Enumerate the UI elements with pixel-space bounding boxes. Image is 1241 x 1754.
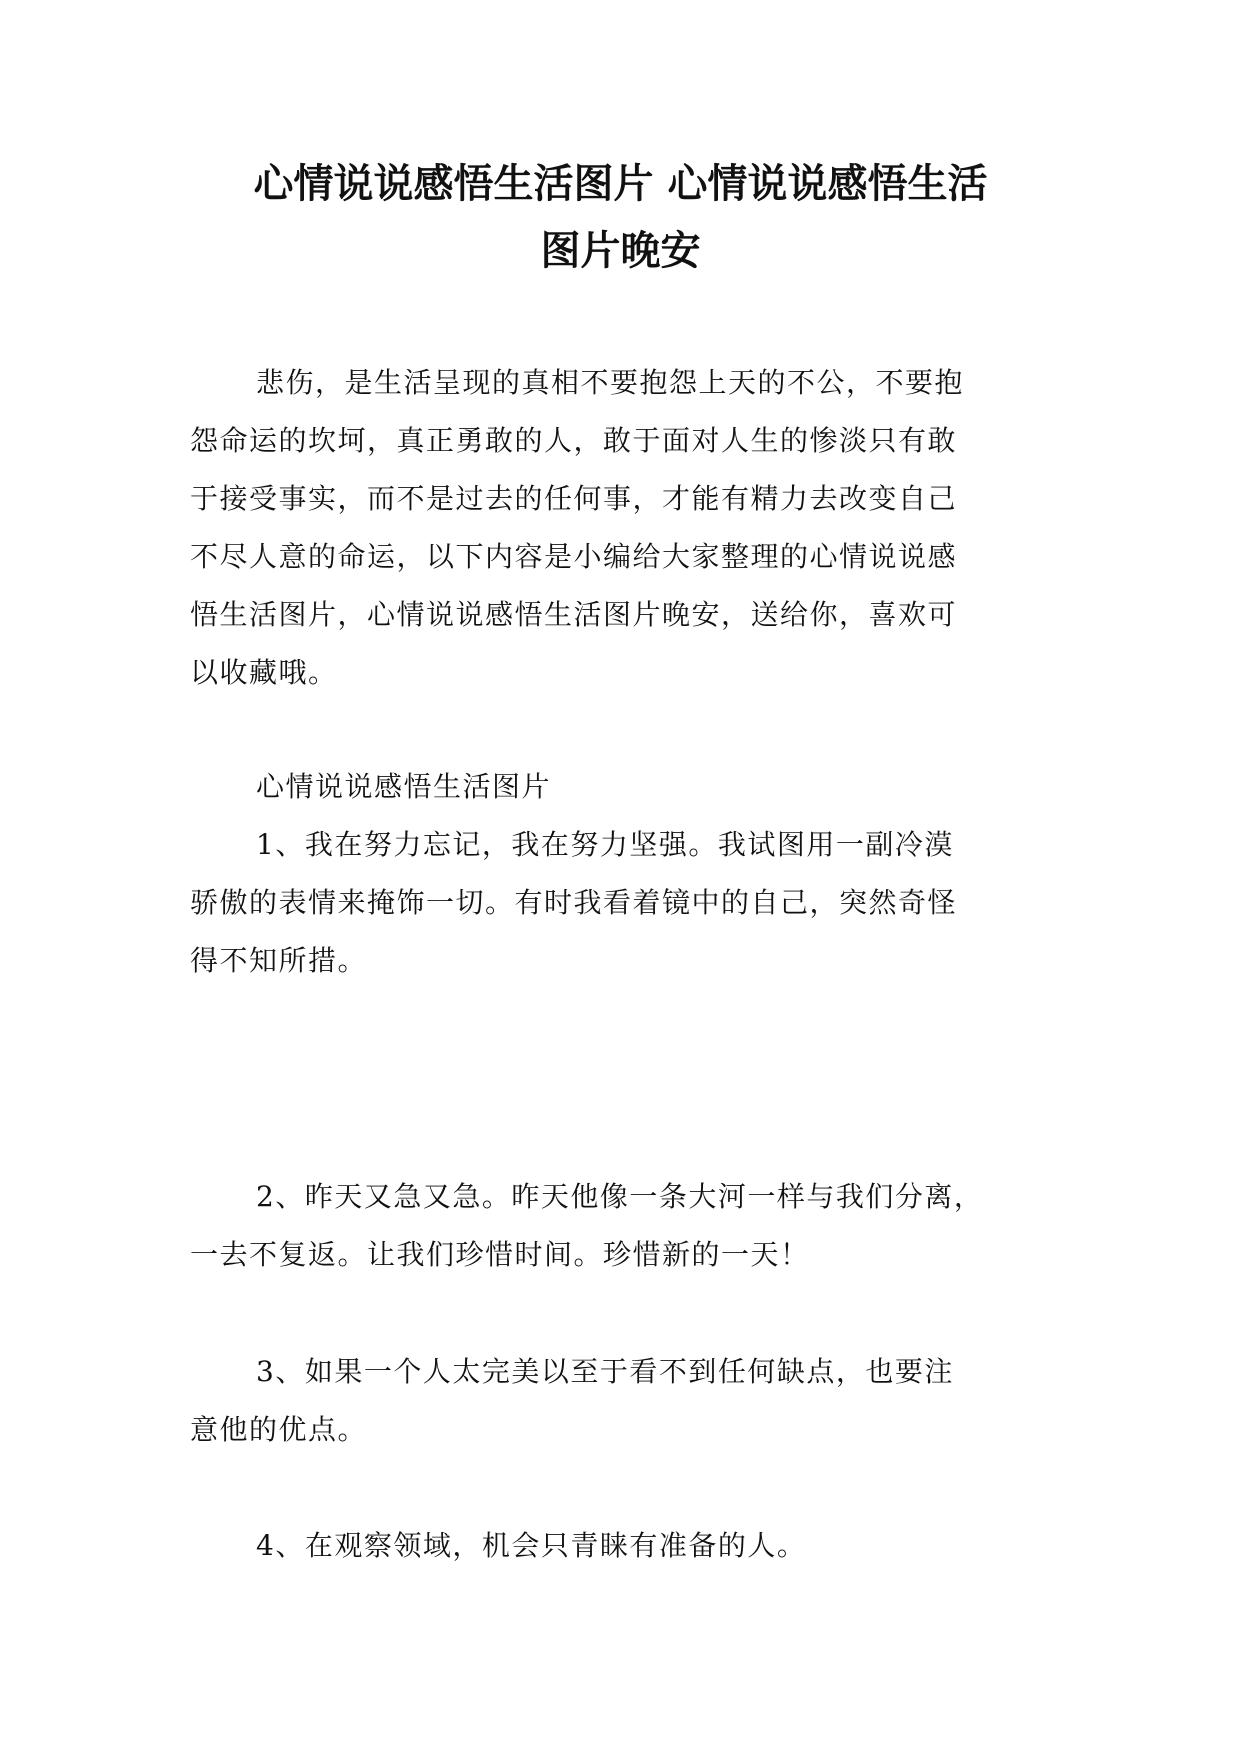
intro-line: 悟生活图片，心情说说感悟生活图片晚安，送给你，喜欢可 bbox=[190, 598, 958, 631]
section-heading-text: 心情说说感悟生活图片 bbox=[256, 770, 552, 803]
section-heading bbox=[190, 758, 1050, 816]
list-item-line: 2、昨天又急又急。昨天他像一条大河一样与我们分离， bbox=[256, 1180, 984, 1213]
intro-line: 不尽人意的命运，以下内容是小编给大家整理的心情说说感 bbox=[190, 540, 958, 573]
list-item-line: 意他的优点。 bbox=[190, 1413, 368, 1446]
document-title-line-2: 图片晚安 bbox=[540, 227, 701, 274]
intro-paragraph bbox=[190, 354, 1050, 702]
intro-line: 悲伤，是生活呈现的真相不要抱怨上天的不公，不要抱 bbox=[256, 366, 965, 399]
list-item-line: 4、在观察领域，机会只青睐有准备的人。 bbox=[256, 1529, 807, 1562]
list-item-3 bbox=[190, 1343, 1050, 1459]
list-item-4 bbox=[190, 1517, 1050, 1575]
list-item-line: 1、我在努力忘记，我在努力坚强。我试图用一副冷漠 bbox=[256, 828, 954, 861]
list-item-line: 得不知所措。 bbox=[190, 944, 368, 977]
list-item-line: 3、如果一个人太完美以至于看不到任何缺点，也要注 bbox=[256, 1355, 954, 1388]
intro-line: 以收藏哦。 bbox=[190, 656, 338, 689]
list-item-2 bbox=[190, 1168, 1050, 1284]
list-item-1 bbox=[190, 816, 1050, 990]
intro-line: 于接受事实，而不是过去的任何事，才能有精力去改变自己 bbox=[190, 482, 958, 515]
document-title-line-1: 心情说说感悟生活图片 心情说说感悟生活 bbox=[253, 160, 988, 207]
list-item-line: 一去不复返。让我们珍惜时间。珍惜新的一天！ bbox=[190, 1238, 810, 1271]
intro-line: 怨命运的坎坷，真正勇敢的人，敢于面对人生的惨淡只有敢 bbox=[190, 424, 958, 457]
list-item-line: 骄傲的表情来掩饰一切。有时我看着镜中的自己，突然奇怪 bbox=[190, 886, 958, 919]
